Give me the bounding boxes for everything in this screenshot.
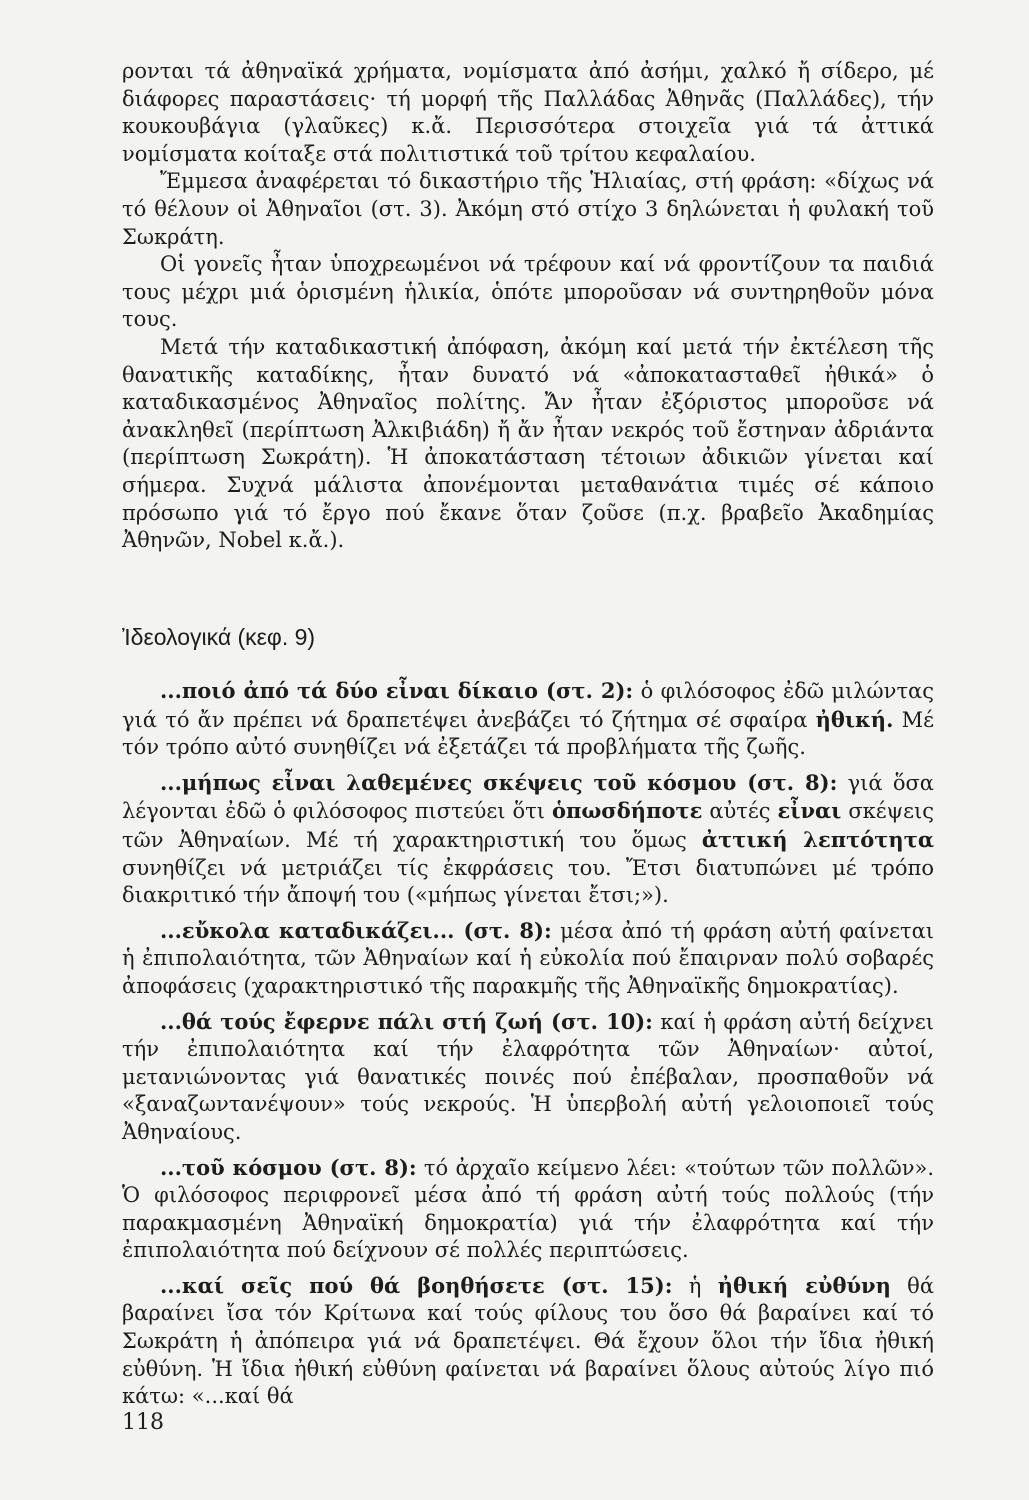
intro-text (122, 58, 934, 555)
paragraph-rehabilitation: Μετά τήν καταδικαστική ἀπόφαση, ἀκόμη καί μετά τήν ἐκτέλεση τῆς θανατικῆς καταδίκης, ἦταν δυνατό νά «ἀποκατασταθεῖ ἠθικά» ὁ καταδικασμένος Ἀθηναῖος πολίτης. Ἄν ἦταν ἐξόριστος μποροῦσε νά ἀνακληθεῖ (περίπτωση Ἀλκιβιάδη) ἤ ἄν ἦταν νεκρός τοῦ ἔστηναν ἀδριάντα (περίπτωση Σωκράτη). Ἡ ἀποκατάσταση τέτοιων ἀδικιῶν γίνεται καί σήμερα. Συχνά μάλιστα ἀπονέμονται μεταθανάτια τιμές σέ κάποιο πρόσωπο γιά τό ἔργο πού ἔκανε ὅταν ζοῦσε (π.χ. βραβεῖο Ἀκαδημίας Ἀθηνῶν, Nobel κ.ἄ.). (122, 334, 934, 553)
page-number: 118 (122, 1410, 164, 1435)
entry-text: καί ἡ φράση αὐτή δείχνει τήν ἐπιπολαιότητα καί τήν ἐλαφρότητα τῶν Ἀθηναίων· αὐτοί, μετανιώνοντας γιά θανατικές ποινές πού ἐπέβαλαν, προσπαθοῦν νά «ξαναζωντανέψουν» τούς νεκρούς. Ἡ ὑπερβολή αὐτή γελοιοποιεῖ τούς Ἀθηναίους. (122, 1009, 934, 1144)
commentary-entry (122, 769, 934, 910)
commentary-entry (122, 1154, 934, 1265)
entry-text: συνηθίζει νά μετριάζει τίς ἐκφράσεις του. Ἔτσι διατυπώνει μέ τρόπο διακριτικό τήν ἄποψή του («μήπως γίνεται ἔτσι;»). (122, 855, 934, 908)
entry-emphasis: ὁπωσδήποτε (551, 798, 703, 824)
entry-text: Μέ τόν τρόπο αὐτό συνηθίζει νά ἐξετάζει τά προβλήματα τῆς ζωῆς. (122, 707, 935, 760)
entry-text: ἡ (672, 1273, 718, 1298)
entry-emphasis: ἀττική λεπτότητα (701, 826, 934, 852)
entry-lemma: ...θά τούς ἔφερνε πάλι στή ζωή (στ. 10): (160, 1008, 653, 1034)
entry-emphasis: εἶναι (777, 798, 842, 824)
commentary-entry (122, 677, 934, 762)
entry-emphasis: ἠθική εὐθύνη (717, 1272, 891, 1298)
entry-lemma: ...εὔκολα καταδικάζει... (στ. 8): (160, 917, 552, 943)
commentary-entries (122, 677, 934, 1418)
entry-lemma: ...ποιό ἀπό τά δύο εἶναι δίκαιο (στ. 2): (160, 678, 634, 703)
commentary-entry (122, 1272, 934, 1411)
paragraph-parents: Οἱ γονεῖς ἦταν ὑποχρεωμένοι νά τρέφουν καί νά φροντίζουν τα παιδιά τους μέχρι μιά ὁρισμένη ἡλικία, ὁπότε μποροῦσαν νά συντηρηθοῦν μόνα τους. (122, 252, 934, 332)
commentary-entry (122, 1008, 934, 1147)
paragraph-heliaia: Ἔμμεσα ἀναφέρεται τό δικαστήριο τῆς Ἡλιαίας, στή φράση: «δίχως νά τό θέλουν οἱ Ἀθηναῖοι (στ. 3). Ἀκόμη στό στίχο 3 δηλώνεται ἡ φυλακή τοῦ Σωκράτη. (122, 169, 934, 249)
entry-text: θά βαραίνει ἴσα τόν Κρίτωνα καί τούς φίλους του ὅσο θά βαραίνει καί τό Σωκράτη ἡ ἀπόπειρα γιά νά δραπετέψει. Θά ἔχουν ὅλοι τήν ἴδια ἠθική εὐθύνη. Ἡ ἴδια ἠθική εὐθύνη φαίνεται νά βαραίνει ὅλους αὐτούς λίγο πιό κάτω: «...καί θά (122, 1273, 935, 1409)
entry-emphasis: ἠθική. (815, 706, 894, 732)
paragraph-coins: ρονται τά ἀθηναϊκά χρήματα, νομίσματα ἀπό ἀσήμι, χαλκό ἤ σίδερο, μέ διάφορες παραστάσεις· τή μορφή τῆς Παλλάδας Ἀθηνᾶς (Παλλάδες), τήν κουκουβάγια (γλαῦκες) κ.ἄ. Περισσότερα στοιχεῖα γιά τά ἀττικά νομίσματα κοίταξε στά πολιτιστικά τοῦ τρίτου κεφαλαίου. (122, 59, 934, 166)
entry-text: σκέψεις τῶν Ἀθηναίων. Μέ τή χαρακτηριστική του ὅμως (122, 799, 935, 852)
section-heading: Ἰδεολογικά (κεφ. 9) (122, 624, 316, 650)
entry-text: ὁ φιλόσοφος ἐδῶ μιλώντας γιά τό ἄν πρέπει νά δραπετέψει ἀνεβάζει τό ζήτημα σέ σφαίρα (122, 679, 935, 732)
entry-text: αὐτές (702, 799, 778, 824)
entry-lemma: ...καί σεῖς πού θά βοηθήσετε (στ. 15): (160, 1272, 673, 1298)
entry-lemma: ...μήπως εἶναι λαθεμένες σκέψεις τοῦ κόσμου (στ. 8): (160, 769, 838, 795)
entry-text: γιά ὅσα λέγονται ἐδῶ ὁ φιλόσοφος πιστεύει ὅτι (122, 770, 934, 824)
entry-text: μέσα ἀπό τή φράση αὐτή φαίνεται ἡ ἐπιπολαιότητα, τῶν Ἀθηναίων καί ἡ εὐκολία πού ἔπαιρναν πολύ σοβαρές ἀποφάσεις (χαρακτηριστικό τῆς παρακμῆς τῆς Ἀθηναϊκῆς δημοκρατίας). (122, 918, 934, 998)
entry-text: τό ἀρχαῖο κείμενο λέει: «τούτων τῶν πολλῶν». Ὁ φιλόσοφος περιφρονεῖ μέσα ἀπό τή φράση αὐτή τούς πολλούς (τήν παρακμασμένη Ἀθηναϊκή δημοκρατία) γιά τήν ἐλαφρότητα καί τήν ἐπιπολαιότητα πού δείχνουν σέ πολλές περιπτώσεις. (122, 1155, 934, 1263)
entry-lemma: ...τοῦ κόσμου (στ. 8): (160, 1154, 417, 1180)
commentary-entry (122, 917, 934, 1001)
